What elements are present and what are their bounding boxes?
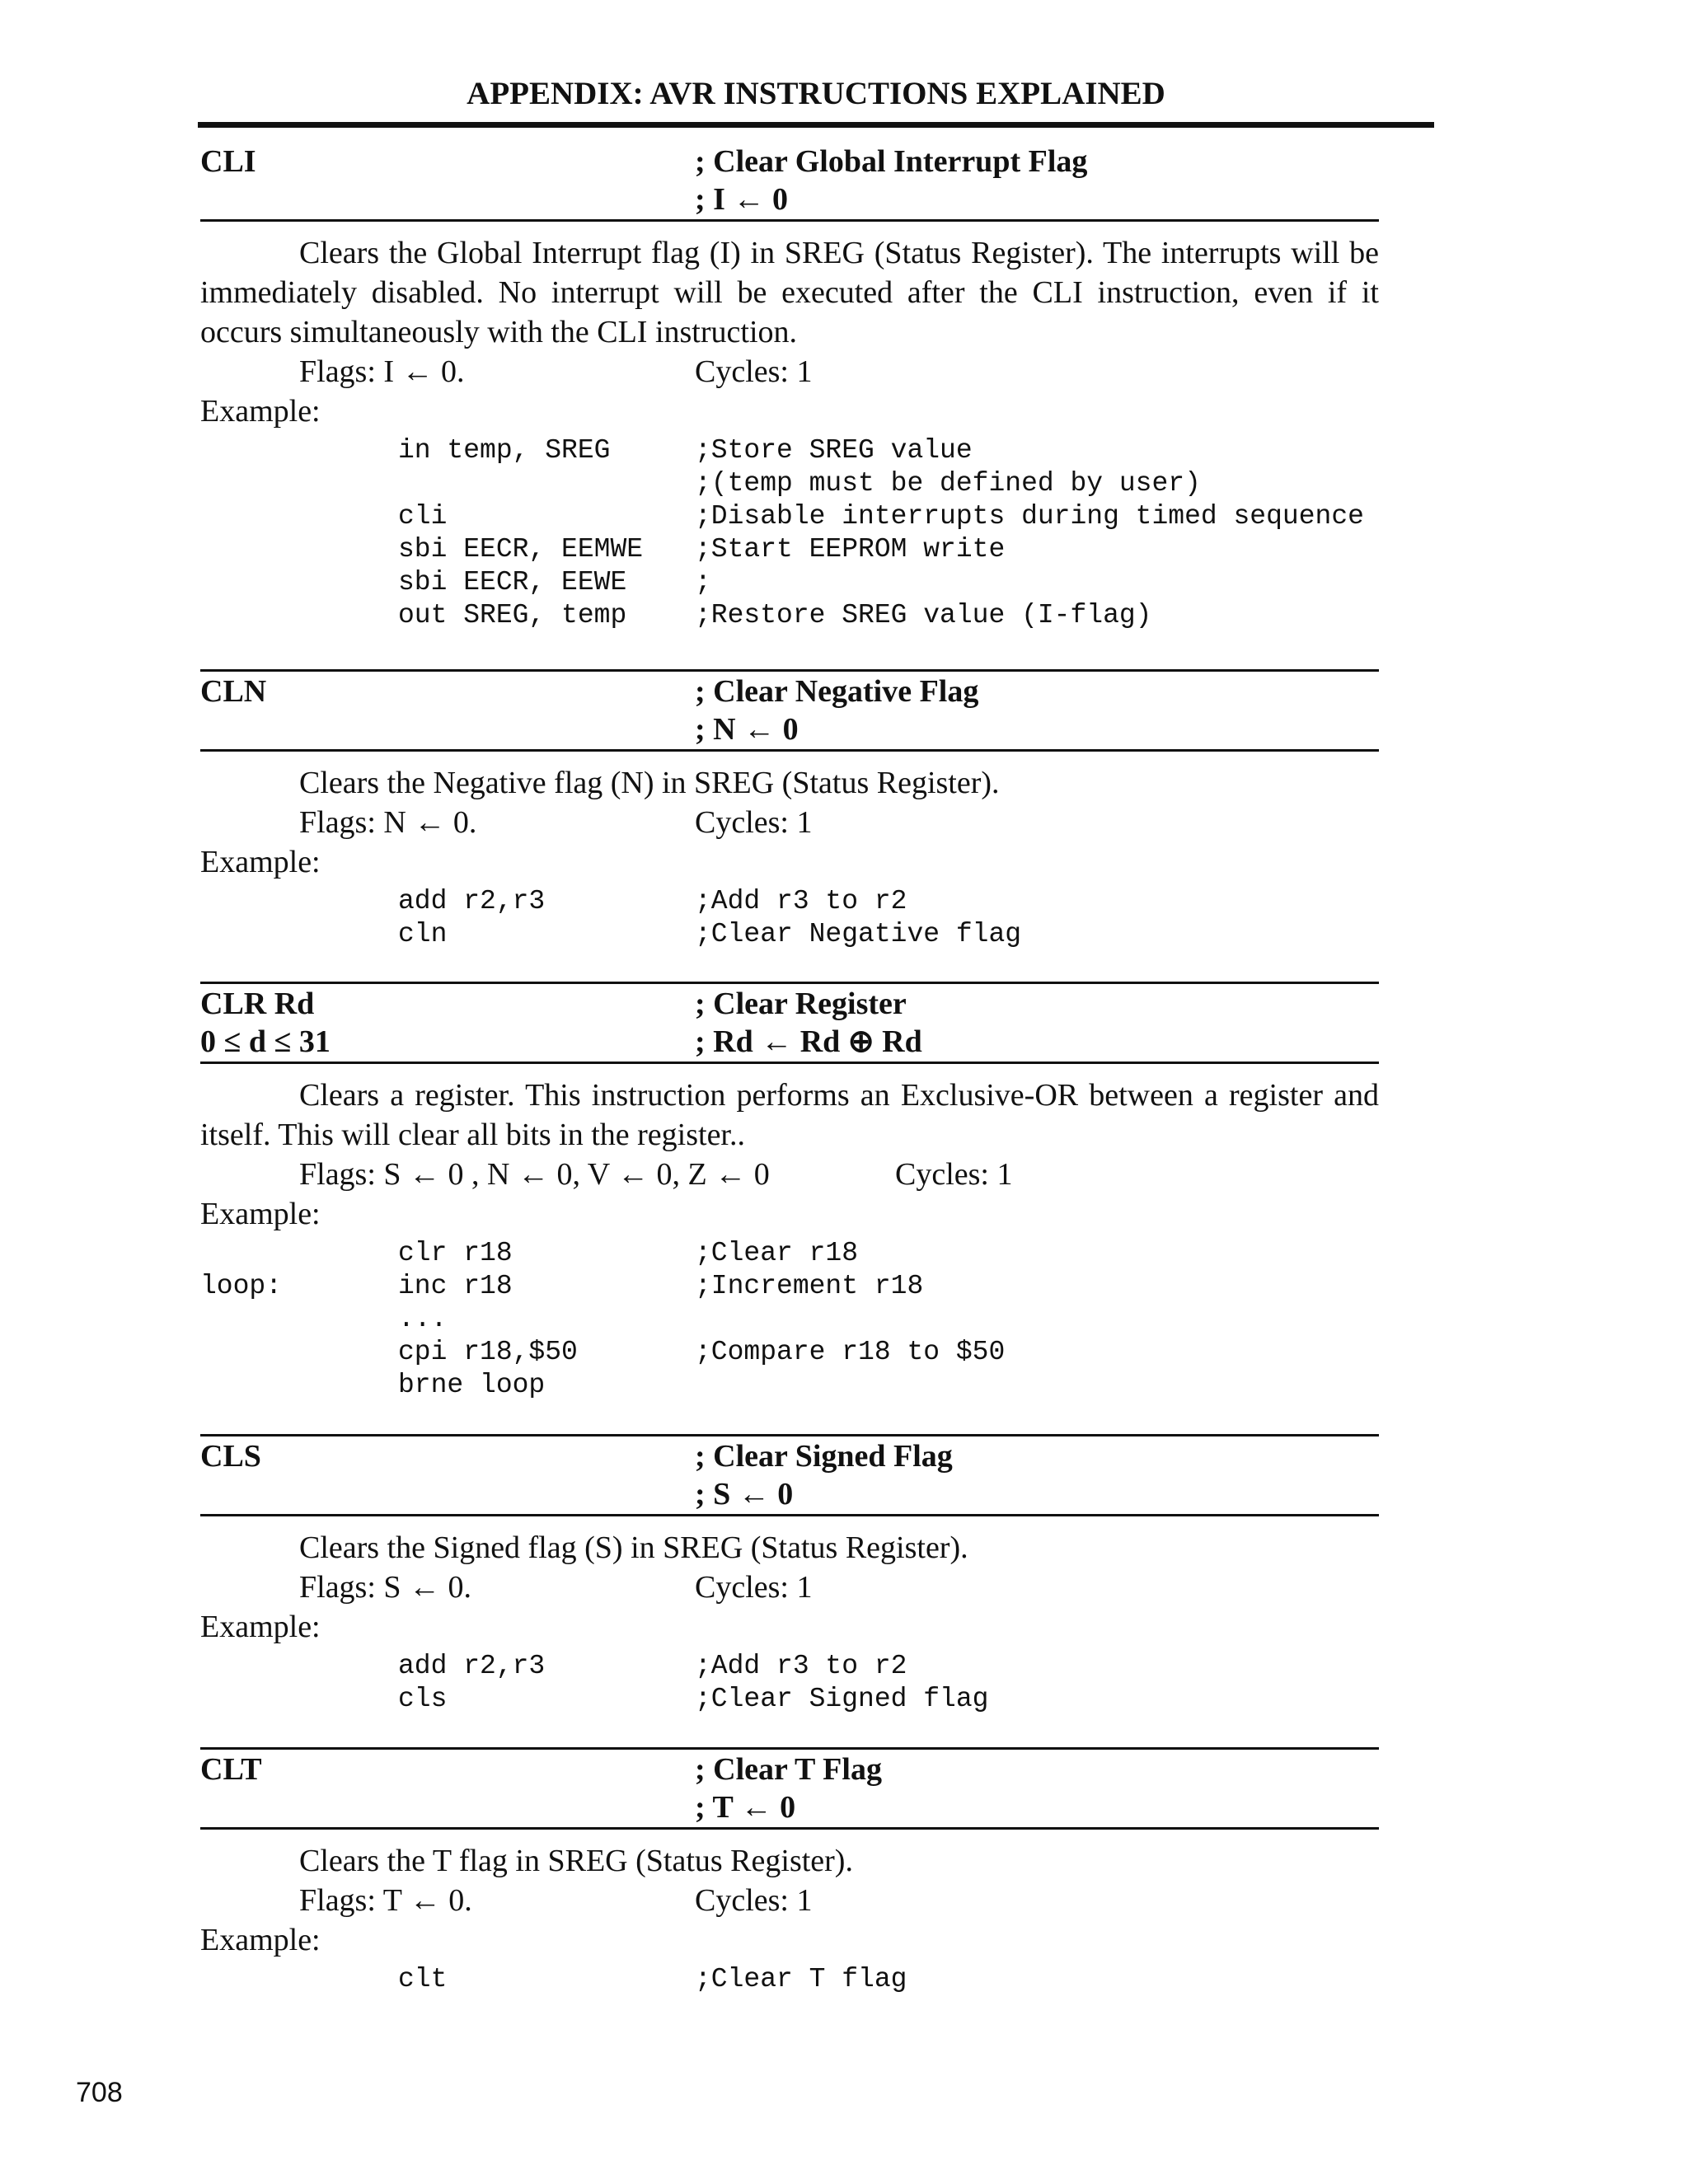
description-title: ; Clear Signed Flag xyxy=(695,1439,953,1474)
mnemonic: CLN xyxy=(200,674,267,709)
description-title: ; Clear Register xyxy=(695,987,907,1021)
flags-text: Flags: S ← 0 , N ← 0, V ← 0, Z ← 0 xyxy=(299,1157,770,1192)
instruction-body xyxy=(200,763,1379,951)
instruction-cli xyxy=(200,142,1379,632)
instruction-body xyxy=(200,1841,1379,1996)
instruction-cls xyxy=(200,1434,1379,1716)
description-title: ; Clear Global Interrupt Flag xyxy=(695,144,1088,179)
code-example xyxy=(200,434,1379,632)
code-line: cls ;Clear Signed flag xyxy=(398,1684,989,1714)
description-operation: ; Rd ← Rd ⊕ Rd xyxy=(695,1024,922,1059)
description-title: ; Clear T Flag xyxy=(695,1752,882,1787)
flags-row xyxy=(200,352,1379,391)
header-rule xyxy=(198,122,1434,128)
operand-range: 0 ≤ d ≤ 31 xyxy=(200,1024,331,1059)
flags-row xyxy=(200,1881,1379,1920)
instruction-body xyxy=(200,233,1379,632)
instruction-heading xyxy=(200,982,1379,1064)
code-line: sbi EECR, EEWE ; xyxy=(398,567,711,598)
code-line: add r2,r3 ;Add r3 to r2 xyxy=(398,886,907,916)
flags-text: Flags: N ← 0. xyxy=(299,805,477,840)
example-label: Example: xyxy=(200,1197,321,1231)
description-paragraph: Clears the Global Interrupt flag (I) in SREG (Status Register). The interrupts will be immediately disabled. No interrupt will be executed after the CLI instruction, even if it occurs simultaneously with the CLI instruction. xyxy=(200,236,1379,349)
flags-row xyxy=(200,803,1379,842)
mnemonic: CLS xyxy=(200,1439,261,1474)
flags-text: Flags: S ← 0. xyxy=(299,1570,472,1605)
example-label: Example: xyxy=(200,1610,321,1644)
description-paragraph: Clears the T flag in SREG (Status Register). xyxy=(299,1844,853,1878)
code-line: out SREG, temp ;Restore SREG value (I-flag) xyxy=(398,600,1152,630)
instruction-clr xyxy=(200,982,1379,1402)
cycles-text: Cycles: 1 xyxy=(695,805,813,840)
description-paragraph: Clears a register. This instruction performs an Exclusive-OR between a register and itself. This will clear all bits in the register.. xyxy=(200,1078,1379,1152)
example-label: Example: xyxy=(200,1923,321,1957)
cycles-text: Cycles: 1 xyxy=(695,1883,813,1918)
code-line: cpi r18,$50 ;Compare r18 to $50 xyxy=(398,1337,1006,1367)
code-example xyxy=(200,885,1379,951)
page-header: APPENDIX: AVR INSTRUCTIONS EXPLAINED xyxy=(467,76,1165,111)
code-line: in temp, SREG ;Store SREG value xyxy=(398,435,973,466)
code-line: clr r18 ;Clear r18 xyxy=(398,1238,859,1268)
page-number: 708 xyxy=(76,2077,123,2108)
cycles-text: Cycles: 1 xyxy=(895,1157,1013,1192)
example-label: Example: xyxy=(200,845,321,879)
flags-text: Flags: T ← 0. xyxy=(299,1883,472,1918)
code-line: cli ;Disable interrupts during timed sequence xyxy=(398,501,1364,532)
code-line: sbi EECR, EEMWE ;Start EEPROM write xyxy=(398,534,1006,565)
flags-row xyxy=(200,1155,1379,1194)
description-operation: ; N ← 0 xyxy=(695,712,799,747)
description-operation: ; I ← 0 xyxy=(695,182,788,217)
code-example xyxy=(200,1650,1379,1716)
mnemonic: CLI xyxy=(200,144,256,179)
description-paragraph: Clears the Signed flag (S) in SREG (Status Register). xyxy=(299,1530,968,1565)
code-line: ... xyxy=(398,1304,448,1334)
mnemonic: CLR Rd xyxy=(200,987,315,1021)
instruction-heading xyxy=(200,142,1379,222)
flags-row xyxy=(200,1568,1379,1607)
instruction-clt xyxy=(200,1747,1379,1996)
code-line: add r2,r3 ;Add r3 to r2 xyxy=(398,1651,907,1681)
flags-text: Flags: I ← 0. xyxy=(299,354,465,389)
instruction-body xyxy=(200,1076,1379,1402)
instruction-cln xyxy=(200,669,1379,951)
description-title: ; Clear Negative Flag xyxy=(695,674,979,709)
description-operation: ; T ← 0 xyxy=(695,1790,796,1825)
code-line: clt ;Clear T flag xyxy=(398,1964,907,1994)
description-operation: ; S ← 0 xyxy=(695,1477,794,1511)
mnemonic: CLT xyxy=(200,1752,262,1787)
instruction-heading xyxy=(200,1434,1379,1516)
code-line: ;(temp must be defined by user) xyxy=(695,468,1201,499)
example-label: Example: xyxy=(200,394,321,429)
code-line: cln ;Clear Negative flag xyxy=(398,919,1022,949)
description-paragraph: Clears the Negative flag (N) in SREG (Status Register). xyxy=(299,766,1000,800)
instruction-body xyxy=(200,1528,1379,1716)
code-line: brne loop xyxy=(398,1370,546,1400)
code-line: loop: inc r18 ;Increment r18 xyxy=(200,1271,924,1301)
cycles-text: Cycles: 1 xyxy=(695,354,813,389)
cycles-text: Cycles: 1 xyxy=(695,1570,813,1605)
code-example xyxy=(200,1963,1379,1996)
instruction-heading xyxy=(200,669,1379,752)
code-example xyxy=(200,1237,1379,1402)
instruction-heading xyxy=(200,1747,1379,1830)
